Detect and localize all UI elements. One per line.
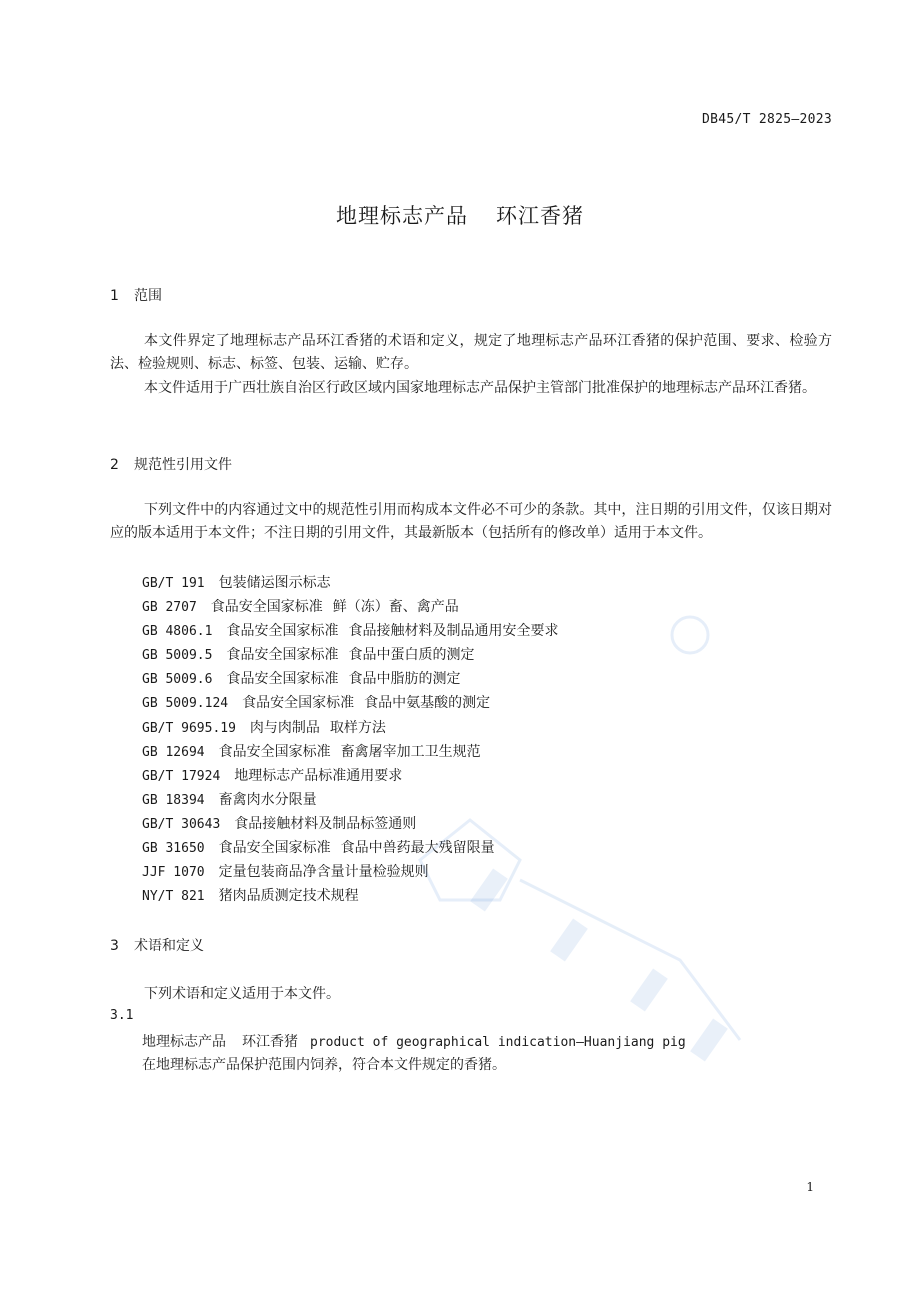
reference-title: 食品安全国家标准 xyxy=(226,623,339,640)
reference-code: GB 4806.1 xyxy=(142,624,213,640)
reference-code: GB 2707 xyxy=(142,600,197,616)
reference-subtitle: 食品中氨基酸的测定 xyxy=(364,695,491,712)
reference-item xyxy=(142,860,558,884)
reference-title: 食品安全国家标准 xyxy=(226,671,339,688)
reference-title: 定量包装商品净含量计量检验规则 xyxy=(218,864,429,881)
term-definition: 在地理标志产品保护范围内饲养，符合本文件规定的香猪。 xyxy=(142,1057,506,1073)
reference-item xyxy=(142,595,558,619)
term-name-part-2: 环江香猪 xyxy=(242,1034,298,1050)
reference-title: 畜禽肉水分限量 xyxy=(218,791,317,808)
section-3-heading xyxy=(110,935,204,955)
section-number: 1 xyxy=(110,288,119,304)
reference-subtitle: 食品中脂肪的测定 xyxy=(348,671,461,688)
reference-item xyxy=(142,836,558,860)
reference-item xyxy=(142,691,558,715)
reference-title: 食品安全国家标准 xyxy=(210,599,323,616)
term-number: 3.1 xyxy=(110,1008,134,1023)
reference-item xyxy=(142,716,558,740)
reference-item xyxy=(142,740,558,764)
reference-subtitle: 食品中兽药最大残留限量 xyxy=(340,840,495,857)
reference-title: 包装储运图示标志 xyxy=(218,575,331,591)
reference-code: JJF 1070 xyxy=(142,865,205,881)
section-title: 规范性引用文件 xyxy=(134,457,232,473)
section-number: 3 xyxy=(110,938,119,954)
reference-subtitle: 畜禽屠宰加工卫生规范 xyxy=(340,743,481,760)
reference-code: GB/T 9695.19 xyxy=(142,720,236,736)
title-part-2: 环江香猪 xyxy=(496,204,584,228)
reference-subtitle: 食品接触材料及制品通用安全要求 xyxy=(348,623,559,640)
reference-item xyxy=(142,812,558,836)
reference-title: 食品安全国家标准 xyxy=(218,743,331,760)
term-name-part-1: 地理标志产品 xyxy=(142,1034,226,1050)
reference-subtitle: 鲜（冻）畜、禽产品 xyxy=(332,599,459,616)
reference-title: 食品安全国家标准 xyxy=(218,840,331,857)
section-1-paragraph-2: 本文件适用于广西壮族自治区行政区域内国家地理标志产品保护主管部门批准保护的地理标志产品环江香猪。 xyxy=(144,380,816,396)
section-2-intro: 下列文件中的内容通过文中的规范性引用而构成本文件必不可少的条款。其中，注日期的引用文件，仅该日期对应的版本适用于本文件；不注日期的引用文件，其最新版本（包括所有的修改单）适用于本文件。 xyxy=(110,502,832,541)
reference-title: 食品安全国家标准 xyxy=(226,647,339,664)
reference-title: 猪肉品质测定技术规程 xyxy=(218,888,359,905)
reference-code: GB 5009.124 xyxy=(142,696,229,712)
reference-item xyxy=(142,619,558,643)
reference-code: GB 31650 xyxy=(142,841,205,857)
reference-code: GB 18394 xyxy=(142,792,205,808)
reference-title: 地理标志产品标准通用要求 xyxy=(234,767,403,784)
reference-code: NY/T 821 xyxy=(142,889,205,905)
reference-code: GB 12694 xyxy=(142,744,205,760)
section-title: 术语和定义 xyxy=(134,938,204,954)
reference-code: GB 5009.6 xyxy=(142,672,213,688)
reference-code: GB/T 191 xyxy=(142,576,205,591)
reference-title: 食品接触材料及制品标签通则 xyxy=(234,815,417,832)
reference-code: GB 5009.5 xyxy=(142,648,213,664)
reference-item xyxy=(142,571,558,595)
reference-list xyxy=(142,571,558,908)
reference-item xyxy=(142,884,558,908)
reference-item xyxy=(142,667,558,691)
title-part-1: 地理标志产品 xyxy=(336,204,468,228)
term-name-english: product of geographical indication—Huanjiang pig xyxy=(310,1035,686,1050)
reference-code: GB/T 30643 xyxy=(142,816,221,832)
reference-item xyxy=(142,788,558,812)
reference-code: GB/T 17924 xyxy=(142,768,221,784)
term-heading xyxy=(142,1031,686,1051)
section-number: 2 xyxy=(110,457,119,473)
document-code: DB45/T 2825—2023 xyxy=(701,112,832,127)
reference-item xyxy=(142,643,558,667)
reference-title: 肉与肉制品 xyxy=(249,719,320,736)
reference-item xyxy=(142,764,558,788)
section-1-paragraph-1: 本文件界定了地理标志产品环江香猪的术语和定义，规定了地理标志产品环江香猪的保护范围、要求、检验方法、检验规则、标志、标签、包装、运输、贮存。 xyxy=(110,333,832,372)
document-title xyxy=(0,200,920,230)
section-title: 范围 xyxy=(134,288,162,304)
section-1-heading xyxy=(110,285,162,305)
page-number: 1 xyxy=(806,1180,814,1194)
reference-subtitle: 取样方法 xyxy=(329,719,386,736)
section-2-heading xyxy=(110,454,232,474)
reference-title: 食品安全国家标准 xyxy=(242,695,355,712)
section-3-intro: 下列术语和定义适用于本文件。 xyxy=(144,986,340,1002)
reference-subtitle: 食品中蛋白质的测定 xyxy=(348,647,475,664)
